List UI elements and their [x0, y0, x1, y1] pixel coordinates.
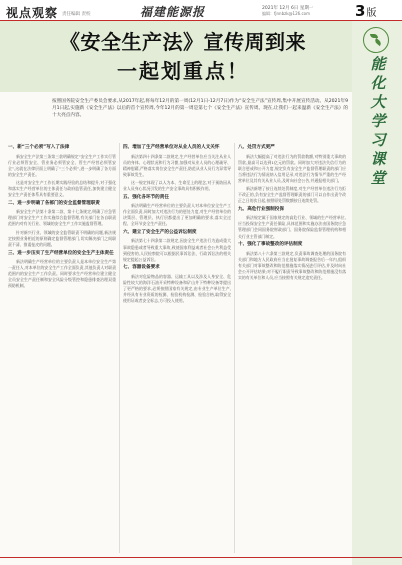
article-column-2 [123, 143, 231, 306]
section-heading: 二、进一步明确了各部门的安全监督管理职责 [8, 200, 100, 206]
section-name [6, 4, 90, 21]
section-heading: 八、处罚方式更严 [238, 145, 275, 150]
sidebar-title-char: 化 [370, 74, 386, 92]
section-paragraph: 新法大幅提高了对违法行为的罚款数额,对特别重大事故的罚款,最高可以达到1亿元的罚款。同时加大对违法失信行为的联合惩戒和公开力度,规定负有安全生产监督管理职责的部门应当将违法行为情况纳入信用记录,对违法行为情节严重的生产经营单位及其有关从业人员,及时向社会公告,并通报相关部门。 [238, 153, 346, 183]
sidebar-title-char: 堂 [370, 169, 386, 187]
section-heading: 五、强化各环节的责任 [123, 194, 169, 200]
section-sub: 责任编辑 责校 [62, 12, 91, 17]
section-paragraph: 新法规定属于国家规定的高危行业、领域的生产经营单位,应当投保安全生产责任保险,具体范围和实施办法由国务院应急管理部门会同国务院财政部门、国务院保险监督管理机构和相关行业主管部门制定。 [238, 215, 346, 239]
section-heading: 一、新“三个必须”写入了法律 [8, 145, 70, 150]
section-heading: 十、强化了事故整改的评估制度 [238, 242, 303, 248]
section-paragraph: 新安全生产法第三条第三款明确规定“安全生产工作实行管行业必须管安全、管业务必须管安全、管生产经营必须管安全”,这就在法律层面上明确了“三个必须”,进一步明确了各方面的安全生产责任。 [8, 153, 116, 177]
paper-name: 福建能源报 [140, 5, 206, 19]
footer-rule [0, 557, 402, 558]
intro-paragraph: 按照国务院安全生产委员会要求,从2017年起,将每年12月的第一周(12月1日-12月7日)作为“安全生产法”宣传周,集中开展宣传活动。从2021年9月1日起,实施新《安全生产法》以后的首个宣传周,今年12月的第一周是第七个《安全生产法》宣传周。现在,让我们一起来温新《安全生产法》的十大亮点内容。 [52, 99, 348, 119]
sidebar-title-char: 习 [370, 131, 386, 149]
section-paragraph: 新法第四十四条第二款规定,生产经营单位应当关注从业人员的身体、心理状况和行为习惯,加强对从业人员的心理疏导、精神慰藉,严格落实岗位安全生产责任,防范从业人员行为异常导致事故发生。 [123, 153, 231, 177]
sidebar-title [363, 55, 393, 188]
article-column-1 [8, 143, 116, 292]
sidebar-title-char: 大 [370, 93, 386, 111]
section-heading: 四、增加了生产经营单位对从业人员的人文关怀 [123, 145, 220, 150]
section-heading: 九、高危行业强制投保 [238, 206, 284, 212]
sidebar-title-char: 学 [370, 112, 386, 130]
headline-line-2: 一起划重点！ [117, 59, 249, 83]
article-column-3 [238, 143, 346, 283]
edition-number [355, 2, 376, 20]
section-paragraph: 新法对危险物品的容器、运输工具以及涉及人身安全、危险性较大的海洋石油开采特种设备和矿山井下特种设备等提出了更严格的要求,必须按照国家有关规定,由专业生产单位生产,并经具有专业资质的检测、检验机构检测、检验合格,取得安全使用证或者安全标志,方可投入使用。 [123, 273, 231, 303]
section-paragraph: 针对新兴行业、领域的安全监管职责不明确的问题,新法规定按照业务相近的原则确定监督管理部门,切实解决部门之间职责不清、推诿扯皮的问题。 [8, 229, 116, 248]
section-paragraph: 新法明确生产经营单位的主要负责人对本单位安全生产工作全面负责,同时加大对违法行为的惩处力度,对生产经营单位的决策层、管理层、执行层都提出了更加明确的要求,落实全过程、全环节安全生产责任。 [123, 203, 231, 227]
section-paragraph: 新法新增了按日连续处罚制度,对生产经营单位违法行为拒不改正的,负有安全生产监督管理职责的部门可以自作出责令改正之日的次日起,按照原处罚数额按日连续处罚。 [238, 186, 346, 204]
headline-line-1: 《安全生产法》宣传周到来 [60, 30, 306, 54]
section-heading: 三、进一步压实了生产经营单位的安全生产主体责任 [8, 250, 114, 256]
edition-digit: 3 [355, 2, 366, 20]
sidebar-title-char: 课 [370, 150, 386, 168]
edition-label: 版 [366, 8, 377, 19]
section-paragraph: 新法第七十四条第二款规定,因安全生产违法行为造成重大事故隐患或者导致重大事故,致使国家利益或者社会公共利益受到侵害的,人民检察院可以根据民事诉讼法、行政诉讼法的相关规定提起公益诉讼。 [123, 238, 231, 262]
section-heading: 七、容器设备要求 [123, 265, 160, 271]
section-paragraph: 新法明确生产经营单位的主要负责人是本单位安全生产第一责任人,对本单位的安全生产工作全面负责,其他负责人对职责范围内的安全生产工作负责。同时要求生产经营单位建立健全全员安全生产责任制和安全风险分级管控和隐患排查治理双重预防机制。 [8, 259, 116, 289]
section-paragraph: 这是对安全生产工作长期实践经验的总结和提升,对于强化和落实生产经营单位的主体责任与政府监管责任,加快建立健全安全生产责任体系具有重要意义。 [8, 180, 116, 198]
editor-line: 编辑：fjnnbzk@126.com [262, 11, 310, 16]
sidebar-title-char: 能 [370, 55, 386, 73]
page-header [0, 0, 402, 20]
section-heading: 六、建立了安全生产的公益诉讼制度 [123, 229, 197, 235]
section-paragraph: 这一规定体现了以人为本、生命至上的理念,对于预防因从业人员身心状况引发的生产安全事故具有积极作用。 [123, 180, 231, 192]
issue-date: 2021年 12月 6日 星期一 [262, 6, 314, 11]
column-divider [234, 143, 235, 553]
column-divider [119, 143, 120, 553]
section-paragraph: 新法第八十六条第三款规定,负责事故调查处理的国务院有关部门和地方人民政府应当在批复事故调查报告后一年内,组织有关部门对事故整改和防范措施落实情况进行评估,并及时向社会公开评估结果;对不履行职责导致事故整改和防范措施没有落实的有关单位和人员,应当按照有关规定追究责任。 [238, 250, 346, 280]
section-title: 视点观察 [6, 6, 59, 20]
section-paragraph: 新安全生产法第十条第二款、第十七条规定,明确了应急管理部门对安全生产工作实施综合监督管理,有关部门在各自职责范围内对有关行业、领域的安全生产工作实施监督管理。 [8, 209, 116, 227]
